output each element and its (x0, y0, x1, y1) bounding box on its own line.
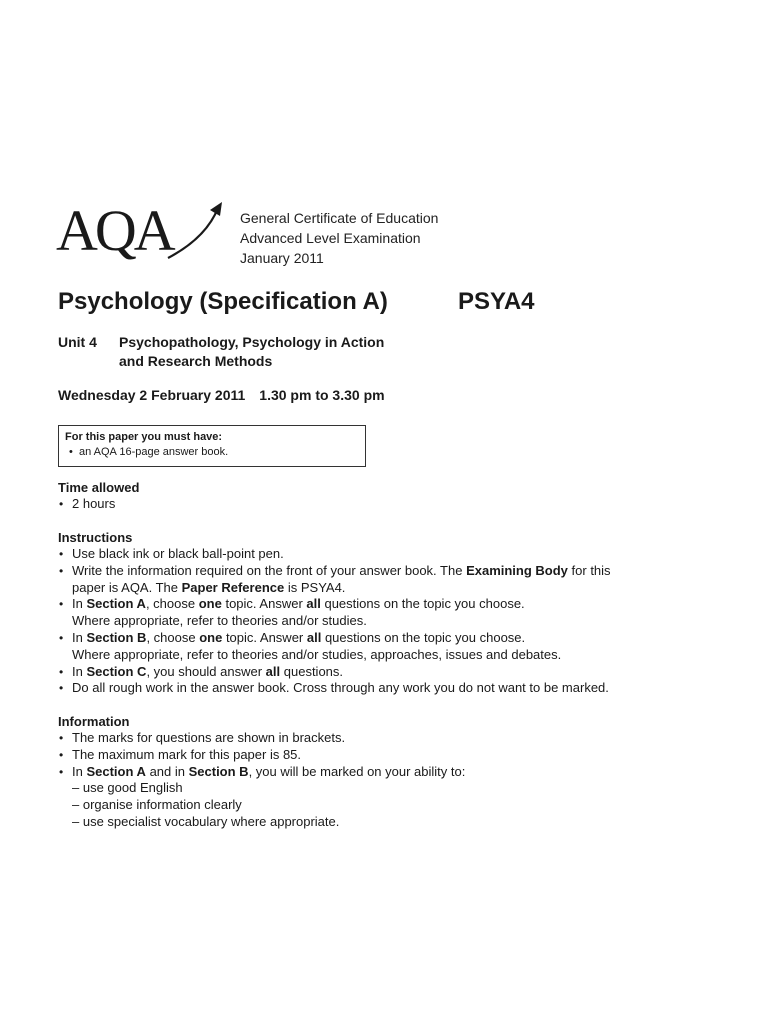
session-line: January 2011 (240, 250, 324, 266)
list-item: • The maximum mark for this paper is 85. (58, 747, 465, 764)
paper-title: Psychology (Specification A) (58, 288, 388, 315)
time-allowed-heading: Time allowed (58, 480, 140, 495)
unit-title (119, 333, 439, 371)
list-subitem: – use specialist vocabulary where appropriate. (72, 813, 340, 829)
list-subitem: – organise information clearly (72, 797, 242, 813)
swoosh-arrow-icon (56, 198, 228, 268)
information-list (58, 730, 465, 831)
exam-date (58, 387, 385, 403)
aqa-logo-text: AQA (56, 198, 173, 263)
exam-header (240, 208, 438, 268)
instructions-list (58, 546, 611, 697)
list-item: • In Section A and in Section B, you will be marked on your ability to: (58, 764, 465, 781)
list-item: • Do all rough work in the answer book. Cross through any work you do not want to be marked. (58, 680, 611, 697)
list-item: • Use black ink or black ball-point pen. (58, 546, 611, 563)
list-item: • Write the information required on the front of your answer book. The Examining Body for this paper is AQA. The Paper Reference is PSYA4. (58, 563, 611, 597)
level-line: Advanced Level Examination (240, 230, 421, 246)
list-item: • In Section B, choose one topic. Answer all questions on the topic you choose. Where appropriate, refer to theories and/or studies, approaches, issues and debates. (58, 630, 611, 664)
unit-number: Unit 4 (58, 334, 97, 350)
materials-title: For this paper you must have: (65, 431, 223, 443)
aqa-logo (56, 198, 228, 268)
information-heading: Information (58, 714, 130, 729)
unit-title-line: and Research Methods (119, 353, 273, 369)
certificate-line: General Certificate of Education (240, 210, 439, 226)
list-item: • The marks for questions are shown in brackets. (58, 730, 465, 747)
instructions-heading: Instructions (58, 530, 133, 545)
list-item: • In Section A, choose one topic. Answer all questions on the topic you choose. Where appropriate, refer to theories and/or studies. (58, 596, 611, 630)
materials-item: • an AQA 16-page answer book. (69, 446, 229, 458)
exam-day: Wednesday 2 February 2011 (58, 387, 246, 403)
list-item: • 2 hours (58, 496, 115, 513)
list-subitem: – use good English (72, 780, 183, 796)
materials-box (58, 425, 366, 467)
paper-code: PSYA4 (458, 288, 535, 315)
materials-item-text: an AQA 16-page answer book. (78, 446, 229, 458)
list-item: • In Section C, you should answer all questions. (58, 664, 611, 681)
unit-title-line: Psychopathology, Psychology in Action (119, 334, 385, 350)
exam-time: 1.30 pm to 3.30 pm (259, 387, 385, 403)
time-allowed-list (58, 496, 115, 513)
